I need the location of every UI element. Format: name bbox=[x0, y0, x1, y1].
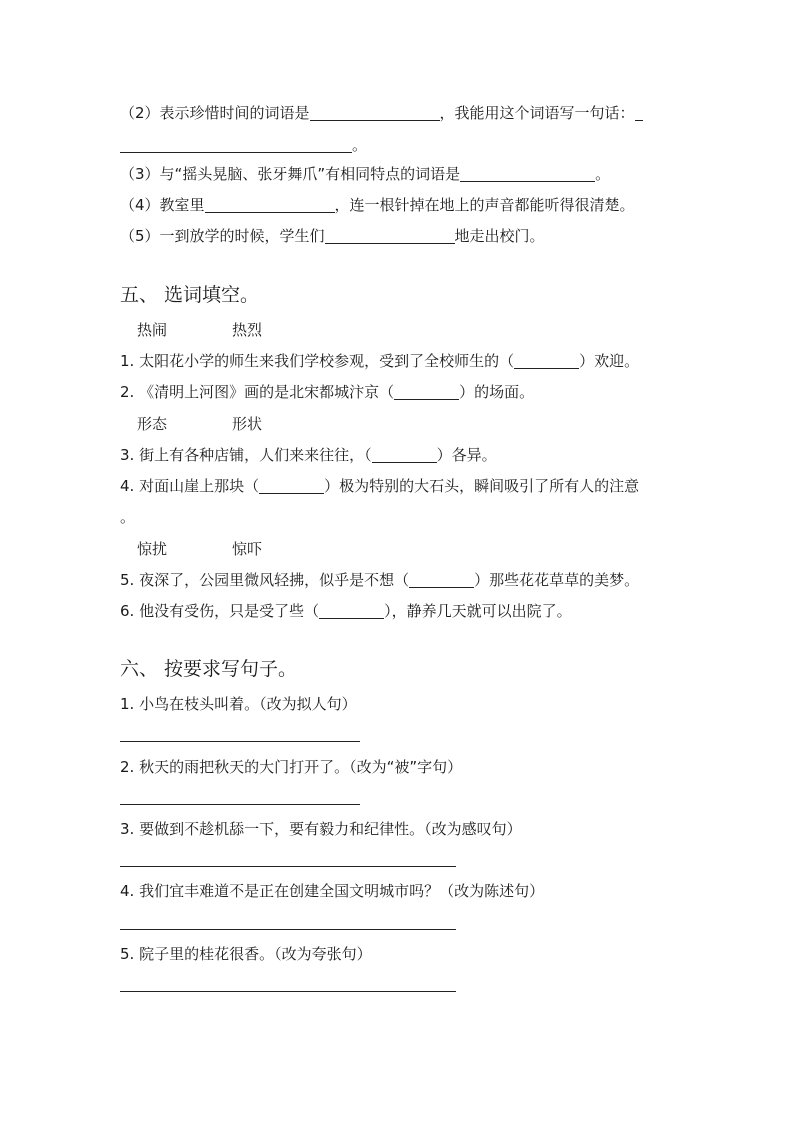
answer-blank[interactable] bbox=[120, 136, 352, 153]
word-choices-3 bbox=[137, 539, 262, 559]
fill-sentence-2: 2. 《清明上河图》画的是北宋都城汴京（ ）的场面。 bbox=[120, 383, 535, 401]
answer-blank[interactable] bbox=[460, 165, 595, 182]
fill-sentence-6: 6. 他没有受伤，只是受了些（ ），静养几天就可以出院了。 bbox=[120, 602, 572, 620]
answer-line-5[interactable] bbox=[120, 991, 456, 992]
rewrite-item-4: 4. 我们宜丰难道不是正在创建全国文明城市吗？（改为陈述句） bbox=[120, 882, 545, 900]
fill-sentence-4-end: 。 bbox=[120, 508, 136, 526]
word-choices-2 bbox=[137, 414, 262, 434]
answer-line-2[interactable] bbox=[120, 804, 360, 805]
answer-blank[interactable] bbox=[635, 104, 643, 121]
section-heading-5: 五、 选词填空。 bbox=[120, 284, 260, 306]
question-4-3: （3）与“摇头晃脑、张牙舞爪”有相同特点的词语是 。 bbox=[120, 165, 611, 183]
question-4-5: （5）一到放学的时候，学生们 地走出校门。 bbox=[120, 227, 545, 245]
question-4-2: （2）表示珍惜时间的词语是 ，我能用这个词语写一句话： bbox=[120, 103, 643, 123]
rewrite-item-5: 5. 院子里的桂花很香。（改为夸张句） bbox=[120, 945, 372, 963]
rewrite-item-1: 1. 小鸟在枝头叫着。（改为拟人句） bbox=[120, 695, 357, 713]
fill-sentence-5: 5. 夜深了，公园里微风轻拂，似乎是不想（ ）那些花花草草的美梦。 bbox=[120, 571, 640, 589]
fill-sentence-4: 4. 对面山崖上那块（ ）极为特别的大石头，瞬间吸引了所有人的注意 bbox=[120, 477, 640, 495]
section-heading-6: 六、 按要求写句子。 bbox=[120, 658, 298, 680]
answer-blank[interactable] bbox=[205, 196, 335, 213]
answer-blank[interactable] bbox=[319, 602, 384, 619]
answer-blank[interactable] bbox=[259, 477, 324, 494]
answer-blank[interactable] bbox=[394, 383, 459, 400]
word-choice: 惊扰 bbox=[137, 540, 168, 558]
answer-blank[interactable] bbox=[310, 104, 440, 121]
answer-line-3[interactable] bbox=[120, 866, 456, 867]
word-choices-1 bbox=[137, 320, 262, 340]
answer-line-4[interactable] bbox=[120, 929, 456, 930]
fill-sentence-3: 3. 街上有各种店铺，人们来来往往，（ ）各异。 bbox=[120, 446, 497, 464]
word-choice: 惊吓 bbox=[232, 540, 263, 558]
answer-blank[interactable] bbox=[409, 571, 474, 588]
fill-sentence-1: 1. 太阳花小学的师生来我们学校参观，受到了全校师生的（ ）欢迎。 bbox=[120, 352, 640, 370]
answer-blank[interactable] bbox=[372, 446, 437, 463]
answer-blank[interactable] bbox=[325, 227, 455, 244]
question-4-2-continued: 。 bbox=[120, 135, 367, 155]
word-choice: 热闹 bbox=[137, 321, 168, 339]
word-choice: 热烈 bbox=[232, 321, 263, 339]
rewrite-item-3: 3. 要做到不趁机舔一下，要有毅力和纪律性。（改为感叹句） bbox=[120, 820, 522, 838]
rewrite-item-2: 2. 秋天的雨把秋天的大门打开了。（改为“被”字句） bbox=[120, 758, 463, 776]
word-choice: 形状 bbox=[232, 415, 263, 433]
answer-blank[interactable] bbox=[514, 352, 579, 369]
answer-line-1[interactable] bbox=[120, 741, 360, 742]
word-choice: 形态 bbox=[137, 415, 168, 433]
question-4-4: （4）教室里 ，连一根针掉在地上的声音都能听得很清楚。 bbox=[120, 196, 635, 214]
